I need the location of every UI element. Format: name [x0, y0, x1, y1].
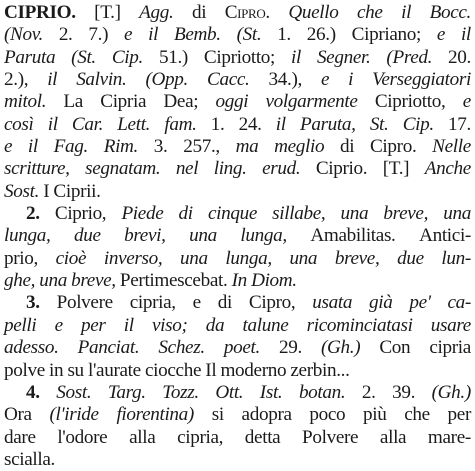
word: (Opp.	[145, 69, 188, 91]
word: mitol.	[4, 91, 47, 113]
word: 17.	[448, 113, 471, 135]
word: alla	[379, 426, 407, 448]
word: Cipriotto,	[374, 91, 446, 113]
word: si	[211, 404, 224, 426]
text-line	[4, 158, 471, 180]
word: due	[73, 225, 101, 247]
word: che	[404, 404, 430, 426]
word: lunga,	[240, 225, 287, 247]
word: moderno	[220, 359, 287, 381]
word: Tozz.	[162, 381, 199, 403]
word: il	[275, 113, 286, 135]
word: 4.	[26, 381, 40, 403]
word: così	[4, 113, 34, 135]
word: oggi	[215, 91, 249, 113]
word: Quello	[288, 2, 339, 23]
word: Lett.	[117, 113, 151, 135]
word: scialla.	[4, 448, 56, 470]
word: ciocche	[144, 359, 202, 381]
word: meglio	[274, 136, 325, 158]
word: Targ.	[107, 381, 146, 403]
word: Ciprii.	[53, 180, 101, 202]
word: polve	[4, 359, 45, 381]
word: cioè	[55, 247, 87, 269]
word: Cipro,	[248, 292, 296, 314]
word: Bocc.	[429, 2, 471, 23]
word: di	[217, 292, 232, 314]
word: e	[54, 314, 63, 336]
word: e	[4, 136, 13, 158]
word: Segner.	[316, 46, 371, 68]
text-line	[4, 47, 471, 69]
word: botan.	[298, 381, 346, 403]
word: usare	[430, 314, 471, 336]
word: volgarmente	[265, 91, 358, 113]
word: da	[205, 314, 225, 336]
word: 2.	[58, 24, 73, 46]
word: e	[124, 24, 133, 46]
word: Fag.	[53, 136, 88, 158]
word: Il	[205, 359, 217, 381]
text-line	[4, 270, 471, 292]
word: Salvin.	[76, 69, 127, 91]
word: Sost.	[56, 381, 92, 403]
word: 3.	[153, 136, 168, 158]
word: ghe,	[4, 270, 36, 292]
word: erud.	[262, 158, 301, 180]
word: 2.	[361, 381, 376, 403]
word: l'odore	[57, 426, 108, 448]
word: una	[289, 247, 318, 269]
word: Pertimescebat.	[119, 270, 228, 292]
text-line	[4, 136, 471, 158]
word: In	[231, 270, 247, 292]
word: Cip.	[111, 46, 143, 68]
word: 3.	[26, 292, 40, 314]
text-line	[4, 337, 471, 359]
word: 51.)	[158, 46, 188, 68]
word: per	[447, 404, 471, 426]
word: lunga,	[225, 247, 272, 269]
word: Car.	[71, 113, 104, 135]
word: Con	[379, 337, 411, 359]
word: Cipro.	[369, 136, 417, 158]
word: (Pred.	[386, 46, 433, 68]
word: (Gh.)	[321, 337, 361, 359]
text-line	[4, 427, 471, 449]
text-line	[4, 360, 471, 382]
word: 7.)	[88, 24, 109, 46]
word: di	[340, 136, 355, 158]
word: una	[340, 203, 369, 225]
word: cipria,	[177, 426, 224, 448]
word: 1.	[277, 24, 291, 46]
word: Nelle	[432, 136, 471, 158]
word: e	[436, 24, 446, 46]
dictionary-entry-ciprio	[4, 2, 471, 471]
word: Ott.	[215, 381, 244, 403]
word: detta	[244, 426, 281, 448]
word: Cacc.	[207, 69, 250, 91]
word: l'aurate	[87, 359, 141, 381]
word: il	[401, 2, 412, 23]
word: il	[123, 314, 134, 336]
word: CIPRIO.	[4, 2, 76, 23]
word: Ist.	[259, 381, 283, 403]
word: due	[397, 247, 424, 269]
word: brevi,	[124, 225, 166, 247]
text-line	[4, 225, 471, 247]
word: Paruta,	[299, 113, 356, 135]
word: su	[67, 359, 84, 381]
word: viso;	[151, 314, 188, 336]
word: che	[357, 2, 383, 23]
word: fam.	[164, 113, 197, 135]
text-line	[4, 203, 471, 225]
word: Dea;	[163, 91, 199, 113]
word: e	[320, 69, 330, 91]
word: ca-	[447, 292, 471, 314]
word: Cipro.	[224, 2, 270, 23]
word: 1.	[210, 113, 225, 135]
word: Verseggiatori	[372, 69, 471, 91]
word: (l'iride	[49, 404, 99, 426]
word: pelli	[4, 314, 37, 336]
word: il	[47, 113, 58, 135]
word: dare	[4, 426, 36, 448]
word: Polvere	[302, 426, 359, 448]
word: Antici-	[419, 225, 471, 247]
word: una	[189, 225, 217, 247]
text-line	[4, 2, 471, 24]
word: (St.	[236, 24, 262, 46]
word: adesso.	[4, 337, 59, 359]
word: Sost.	[4, 180, 40, 202]
word: il	[47, 69, 58, 91]
word: nel	[175, 158, 199, 180]
text-line	[4, 382, 471, 404]
text-line	[4, 248, 471, 270]
text-line	[4, 292, 471, 314]
text-line	[4, 404, 471, 426]
word: per	[81, 314, 106, 336]
word: Cipria	[100, 91, 147, 113]
word: Cip.	[402, 113, 434, 135]
word: breve,	[383, 203, 429, 225]
word: alla	[129, 426, 156, 448]
word: La	[63, 91, 83, 113]
text-line	[4, 91, 471, 113]
word: 39.	[392, 381, 416, 403]
word: (Gh.)	[431, 381, 471, 403]
word: Bemb.	[173, 24, 221, 46]
word: adopra	[241, 404, 292, 426]
word: (St.	[71, 46, 96, 68]
word: più	[363, 404, 387, 426]
word: 20.	[448, 46, 471, 68]
word: e	[462, 91, 471, 113]
word: pe'	[409, 292, 431, 314]
word: Ora	[4, 404, 32, 426]
word: usata	[312, 292, 353, 314]
word: di	[178, 203, 193, 225]
word: lun-	[441, 247, 471, 269]
word: fiorentina)	[116, 404, 194, 426]
word: di	[191, 2, 207, 23]
word: una	[179, 247, 208, 269]
word: mare-	[427, 426, 471, 448]
word: cipria,	[129, 292, 176, 314]
word: 26.)	[306, 24, 336, 46]
text-line	[4, 24, 471, 46]
word: Ciprio.	[315, 158, 368, 180]
word: 2.	[26, 203, 40, 225]
word: poco	[309, 404, 346, 426]
word: Anche	[424, 158, 471, 180]
word: sillabe,	[272, 203, 326, 225]
word: cipria	[429, 337, 471, 359]
word: talune	[242, 314, 289, 336]
word: 257.,	[183, 136, 220, 158]
word: St.	[369, 113, 389, 135]
word: [T.]	[382, 158, 410, 180]
text-line	[4, 114, 471, 136]
text-line	[4, 315, 471, 337]
word: 24.	[238, 113, 262, 135]
word: il	[460, 24, 471, 46]
text-line	[4, 449, 471, 471]
word: ling.	[213, 158, 247, 180]
word: I	[43, 180, 50, 202]
word: Paruta	[4, 46, 56, 68]
text-line	[4, 181, 471, 203]
word: 34.),	[268, 69, 302, 91]
word: 29.	[279, 337, 302, 359]
word: il	[27, 136, 38, 158]
word: Ciprio,	[54, 203, 107, 225]
word: Diom.	[251, 270, 297, 292]
word: Amabilitas.	[310, 225, 396, 247]
word: ricominciatasi	[306, 314, 413, 336]
word: Schez.	[158, 337, 205, 359]
word: breve,	[71, 270, 116, 292]
word: cinque	[207, 203, 257, 225]
word: poet.	[223, 337, 260, 359]
word: Piede	[121, 203, 164, 225]
word: scritture,	[4, 158, 70, 180]
word: 2.),	[4, 69, 29, 91]
text-line	[4, 69, 471, 91]
word: Cipriotto;	[203, 46, 276, 68]
word: Cipriano;	[351, 24, 421, 46]
word: segnatam.	[85, 158, 161, 180]
word: [T.]	[94, 2, 121, 23]
word: lunga,	[4, 225, 51, 247]
word: ma	[235, 136, 259, 158]
word: breve,	[334, 247, 380, 269]
word: prio,	[4, 247, 38, 269]
word: il	[148, 24, 159, 46]
word: Rim.	[103, 136, 139, 158]
word: (Nov.	[4, 24, 43, 46]
word: Polvere	[56, 292, 113, 314]
word: Panciat.	[77, 337, 140, 359]
word: Agg.	[139, 2, 174, 23]
word: una	[443, 203, 471, 225]
word: una	[39, 270, 67, 292]
word: già	[369, 292, 393, 314]
word: e	[192, 292, 201, 314]
word: zerbin...	[290, 359, 350, 381]
word: inverso,	[103, 247, 163, 269]
word: il	[291, 46, 301, 68]
word: i	[348, 69, 354, 91]
word: in	[49, 359, 64, 381]
